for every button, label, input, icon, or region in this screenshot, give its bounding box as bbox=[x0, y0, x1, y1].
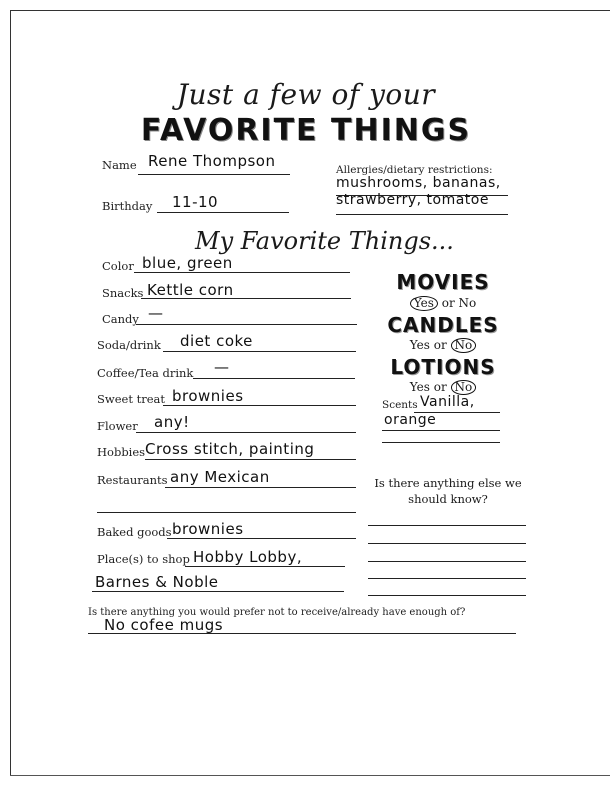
soda-value[interactable]: diet coke bbox=[180, 332, 253, 350]
page-border-top bbox=[10, 10, 610, 11]
movies-yes-circled[interactable]: Yes bbox=[410, 296, 438, 311]
candy-value[interactable]: — bbox=[148, 304, 164, 322]
lotions-options bbox=[378, 380, 508, 395]
name-label: Name bbox=[102, 158, 137, 172]
scents-label: Scents bbox=[382, 399, 418, 411]
soda-line bbox=[163, 351, 356, 352]
scents-line3 bbox=[382, 442, 500, 443]
color-value[interactable]: blue, green bbox=[142, 254, 233, 272]
scents-line2 bbox=[382, 430, 500, 431]
restaurants-label: Restaurants bbox=[97, 473, 168, 487]
prefer-not-line bbox=[88, 633, 516, 634]
soda-label: Soda/drink bbox=[97, 338, 161, 352]
birthday-line bbox=[157, 212, 289, 213]
page-border-bottom bbox=[10, 775, 610, 776]
script-title: Just a few of your bbox=[176, 78, 436, 111]
shop-value-line2[interactable]: Barnes & Noble bbox=[95, 573, 219, 591]
hobbies-line bbox=[145, 459, 356, 460]
anything-else-line3 bbox=[368, 561, 526, 562]
movies-title: MOVIES bbox=[396, 270, 490, 294]
sweet-treat-label: Sweet treat bbox=[97, 392, 166, 406]
lotions-yes[interactable]: Yes bbox=[409, 380, 430, 394]
restaurants-line1 bbox=[165, 487, 356, 488]
coffee-value[interactable]: — bbox=[214, 358, 230, 376]
movies-no[interactable]: No bbox=[458, 296, 477, 310]
birthday-label: Birthday bbox=[102, 199, 153, 213]
color-label: Color bbox=[102, 259, 134, 273]
coffee-label: Coffee/Tea drink bbox=[97, 366, 194, 380]
baked-goods-value[interactable]: brownies bbox=[172, 520, 244, 538]
shop-line2 bbox=[92, 591, 344, 592]
allergies-value-line1[interactable]: mushrooms, bananas, bbox=[336, 175, 501, 191]
anything-else-line4 bbox=[368, 578, 526, 579]
shop-value-line1[interactable]: Hobby Lobby, bbox=[193, 548, 303, 566]
name-value[interactable]: Rene Thompson bbox=[148, 152, 276, 170]
flower-line bbox=[136, 432, 356, 433]
flower-label: Flower bbox=[97, 419, 138, 433]
anything-else-line1 bbox=[368, 525, 526, 526]
candles-title: CANDLES bbox=[387, 313, 499, 337]
shop-label: Place(s) to shop bbox=[97, 552, 190, 566]
main-title: FAVORITE THINGS bbox=[140, 113, 472, 148]
allergies-line2 bbox=[336, 214, 508, 215]
candles-options bbox=[378, 338, 508, 353]
candy-label: Candy bbox=[102, 312, 139, 326]
lotions-title: LOTIONS bbox=[390, 355, 496, 379]
flower-value[interactable]: any! bbox=[154, 413, 190, 431]
movies-options bbox=[378, 296, 508, 311]
anything-else-line2 bbox=[368, 543, 526, 544]
prefer-not-value[interactable]: No cofee mugs bbox=[104, 616, 224, 634]
hobbies-value[interactable]: Cross stitch, painting bbox=[145, 440, 315, 458]
baked-goods-label: Baked goods bbox=[97, 525, 172, 539]
shop-line1 bbox=[185, 566, 345, 567]
snacks-label: Snacks bbox=[102, 286, 144, 300]
movies-or: or bbox=[441, 296, 455, 310]
prefer-not-label: Is there anything you would prefer not to receive/already have enough of? bbox=[88, 607, 466, 618]
allergies-label: Allergies/dietary restrictions: bbox=[336, 164, 493, 176]
restaurants-line2 bbox=[97, 512, 356, 513]
color-line bbox=[134, 272, 350, 273]
candles-or: or bbox=[433, 338, 447, 352]
candles-yes[interactable]: Yes bbox=[409, 338, 430, 352]
allergies-value-line2[interactable]: strawberry, tomatoe bbox=[336, 192, 489, 208]
lotions-no-circled[interactable]: No bbox=[451, 380, 477, 395]
favorites-heading: My Favorite Things... bbox=[195, 227, 454, 255]
sweet-treat-line bbox=[163, 405, 356, 406]
scents-value-line2[interactable]: orange bbox=[384, 412, 437, 428]
candy-line bbox=[136, 324, 357, 325]
name-line bbox=[138, 174, 290, 175]
birthday-value[interactable]: 11-10 bbox=[172, 193, 219, 211]
snacks-line bbox=[141, 298, 351, 299]
restaurants-value[interactable]: any Mexican bbox=[170, 468, 270, 486]
anything-else-question: Is there anything else we should know? bbox=[374, 476, 522, 506]
baked-goods-line bbox=[167, 538, 356, 539]
coffee-line bbox=[193, 378, 355, 379]
candles-no-circled[interactable]: No bbox=[451, 338, 477, 353]
lotions-or: or bbox=[433, 380, 447, 394]
snacks-value[interactable]: Kettle corn bbox=[147, 281, 234, 299]
scents-value-line1[interactable]: Vanilla, bbox=[420, 394, 475, 410]
sweet-treat-value[interactable]: brownies bbox=[172, 387, 244, 405]
hobbies-label: Hobbies bbox=[97, 445, 146, 459]
anything-else-line5 bbox=[368, 595, 526, 596]
